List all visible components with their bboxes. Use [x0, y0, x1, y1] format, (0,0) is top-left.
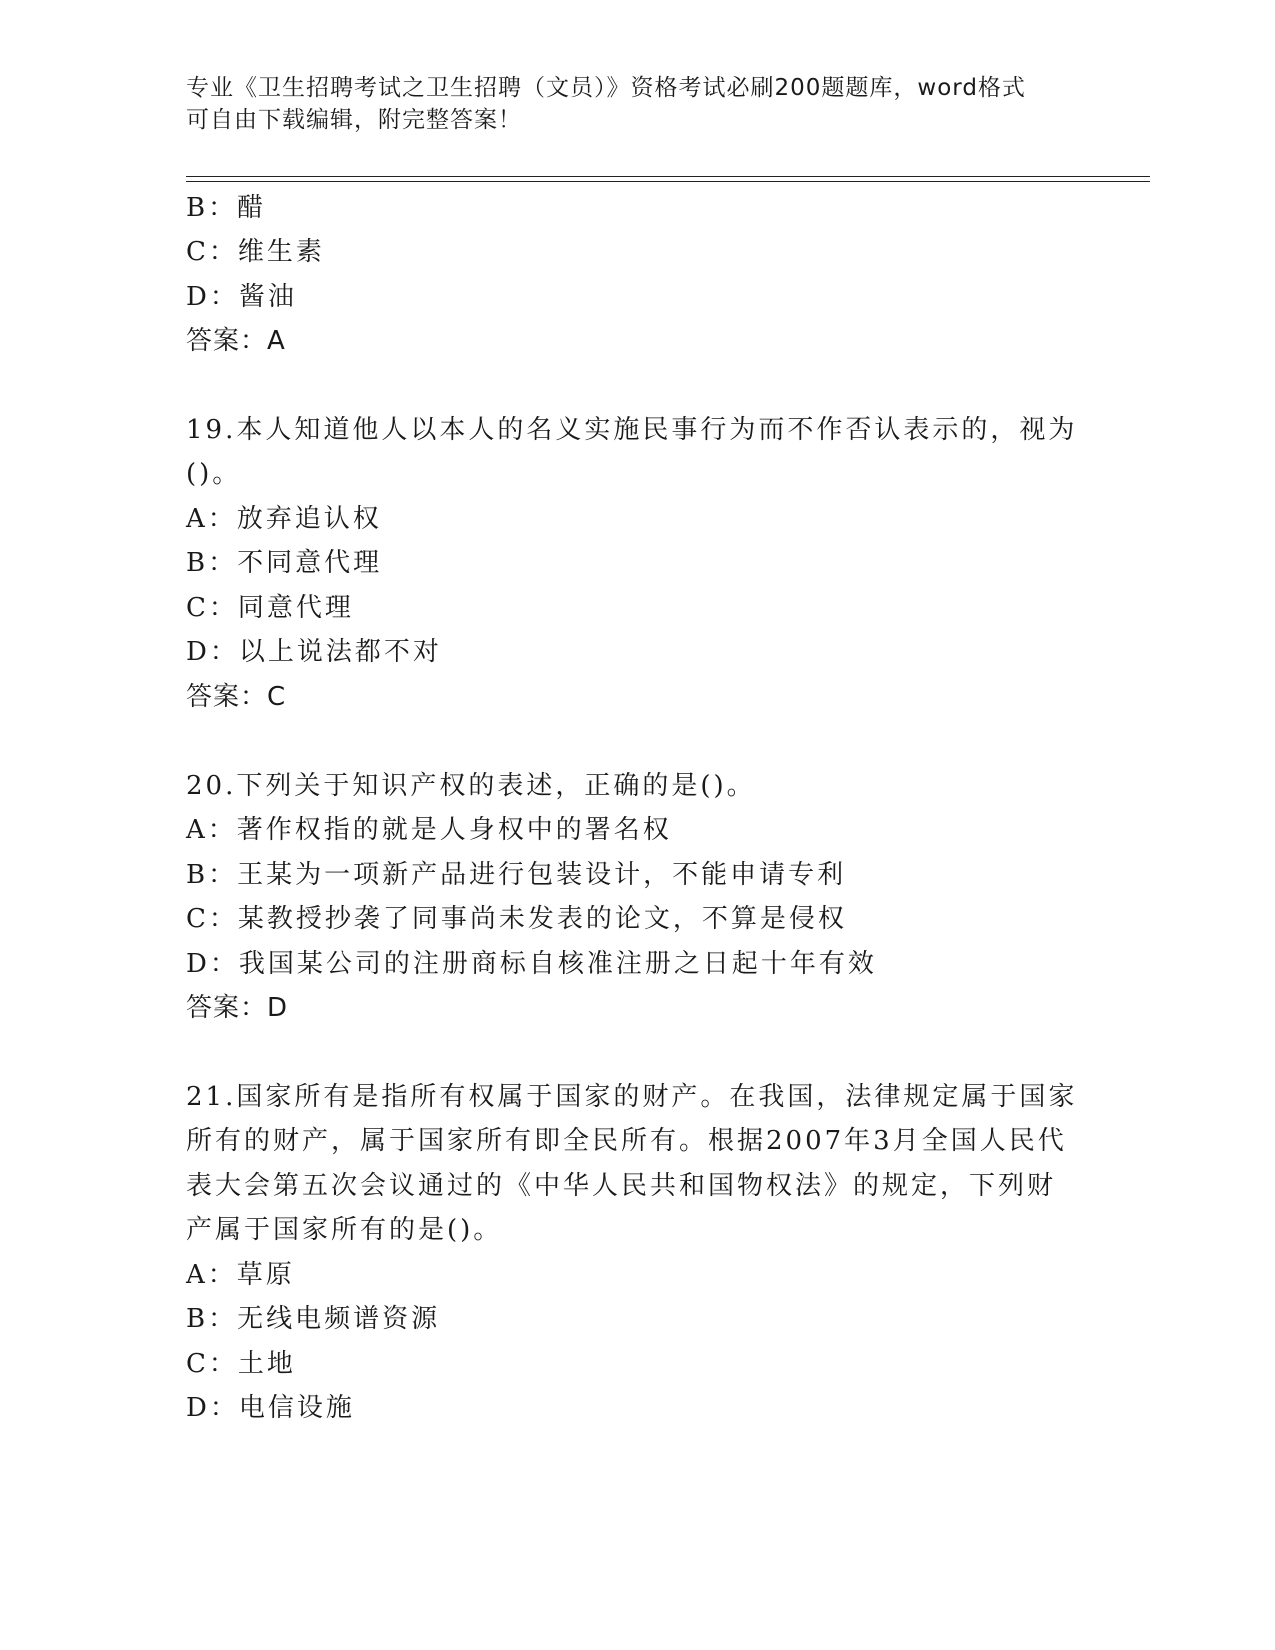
q19-option-a: A：放弃追认权: [186, 504, 382, 534]
header-rule-top: [186, 176, 1150, 177]
q20-option-b: B：王某为一项新产品进行包装设计，不能申请专利: [186, 860, 847, 890]
q19-option-b: B：不同意代理: [186, 548, 383, 578]
header-line-2: 可自由下载编辑，附完整答案！: [186, 107, 522, 133]
q20-option-d: D：我国某公司的注册商标自核准注册之日起十年有效: [186, 949, 877, 979]
header-rule-bottom: [186, 181, 1150, 182]
q21-option-c: C：土地: [186, 1349, 296, 1379]
q21-option-b: B：无线电频谱资源: [186, 1304, 441, 1334]
header-line-1: 专业《卫生招聘考试之卫生招聘（文员）》资格考试必刷200题题库，word格式: [186, 75, 1026, 101]
q21-stem-line-1: 21.国家所有是指所有权属于国家的财产。在我国，法律规定属于国家: [186, 1082, 1078, 1112]
q19-stem-line-2: ()。: [186, 459, 242, 489]
q19-option-c: C：同意代理: [186, 593, 354, 623]
document-header: [186, 72, 1066, 136]
q20-option-a: A：著作权指的就是人身权中的署名权: [186, 815, 672, 845]
q19-option-d: D：以上说法都不对: [186, 637, 442, 667]
q18-option-d: D：酱油: [186, 282, 297, 312]
q20-option-c: C：某教授抄袭了同事尚未发表的论文，不算是侵权: [186, 904, 847, 934]
q19-stem-line-1: 19.本人知道他人以本人的名义实施民事行为而不作否认表示的，视为: [186, 415, 1078, 445]
q21-stem-line-3: 表大会第五次会议通过的《中华人民共和国物权法》的规定，下列财: [186, 1171, 1057, 1201]
q21-option-a: A：草原: [186, 1260, 295, 1290]
q19-answer: 答案：C: [186, 682, 287, 712]
q21-stem-line-4: 产属于国家所有的是()。: [186, 1215, 503, 1245]
q21-stem-line-2: 所有的财产，属于国家所有即全民所有。根据2007年3月全国人民代: [186, 1126, 1067, 1156]
q20-answer: 答案：D: [186, 993, 289, 1023]
q18-option-c: C：维生素: [186, 237, 325, 267]
q18-option-b: B：醋: [186, 193, 267, 223]
q20-stem: 20.下列关于知识产权的表述，正确的是()。: [186, 771, 756, 801]
q21-option-d: D：电信设施: [186, 1393, 355, 1423]
q18-answer: 答案：A: [186, 326, 286, 356]
